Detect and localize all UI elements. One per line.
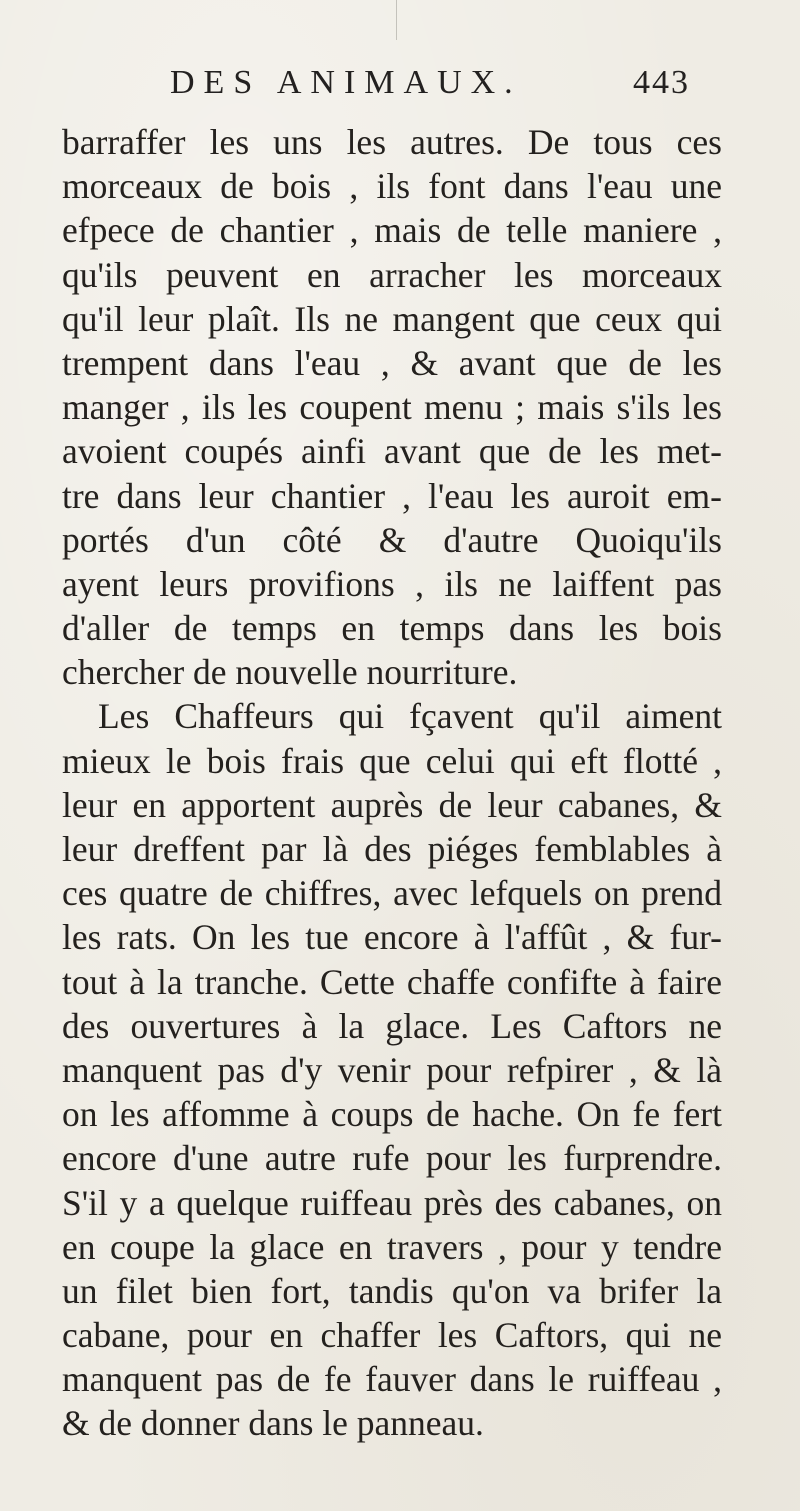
- text-line: avoient coupés ainfi avant que de les met-: [62, 431, 722, 472]
- text-line: leur en apportent auprès de leur cabanes, &: [62, 784, 722, 825]
- body-text: [62, 120, 722, 1446]
- text-line: manger , ils les coupent menu ; mais s'ils les: [62, 387, 722, 428]
- text-line: manquent pas de fe fauver dans le ruiffeau ,: [62, 1359, 722, 1400]
- text-line: barraffer les uns les autres. De tous ces: [62, 122, 722, 162]
- text-line: morceaux de bois , ils font dans l'eau une: [62, 166, 722, 207]
- text-line: qu'ils peuvent en arracher les morceaux: [62, 254, 722, 295]
- text-line: ayent leurs provifions , ils ne laiffent pas: [62, 563, 722, 604]
- paragraph-end-line: & de donner dans le panneau.: [62, 1403, 484, 1444]
- paragraph-start-line: Les Chaffeurs qui fçavent qu'il aiment: [98, 696, 722, 737]
- text-line: trempent dans l'eau , & avant que de les: [62, 342, 722, 383]
- text-line: cabane, pour en chaffer les Caftors, qui ne: [62, 1315, 722, 1356]
- text-line: les rats. On les tue encore à l'affût , & fur-: [62, 917, 722, 958]
- text-line: efpece de chantier , mais de telle maniere ,: [62, 210, 722, 251]
- text-line: des ouvertures à la glace. Les Caftors ne: [62, 1005, 722, 1046]
- page-header: [170, 64, 690, 114]
- text-line: encore d'une autre rufe pour les furprendre.: [62, 1138, 722, 1179]
- text-line: tre dans leur chantier , l'eau les auroit em-: [62, 475, 722, 516]
- text-line: un filet bien fort, tandis qu'on va brifer la: [62, 1270, 722, 1311]
- text-line: portés d'un côté & d'autre Quoiqu'ils: [62, 519, 722, 560]
- text-line: tout à la tranche. Cette chaffe confifte à faire: [62, 961, 722, 1002]
- text-line: on les affomme à coups de hache. On fe fert: [62, 1094, 722, 1135]
- text-line: qu'il leur plaît. Ils ne mangent que ceux qui: [62, 298, 722, 339]
- text-line: manquent pas d'y venir pour refpirer , & là: [62, 1049, 722, 1090]
- text-line: leur dreffent par là des piéges femblables à: [62, 829, 722, 869]
- text-line: en coupe la glace en travers , pour y tendre: [62, 1226, 722, 1267]
- page-number: 443: [633, 64, 690, 101]
- text-line: S'il y a quelque ruiffeau près des cabanes, on: [62, 1182, 722, 1223]
- text-line: d'aller de temps en temps dans les bois: [62, 608, 722, 649]
- text-line: mieux le bois frais que celui qui eft flotté ,: [62, 740, 722, 781]
- text-line: ces quatre de chiffres, avec lefquels on prend: [62, 873, 722, 914]
- paragraph-end-line: chercher de nouvelle nourriture.: [62, 652, 518, 693]
- page-fold-mark: [396, 0, 397, 40]
- running-title: DES ANIMAUX.: [170, 64, 522, 101]
